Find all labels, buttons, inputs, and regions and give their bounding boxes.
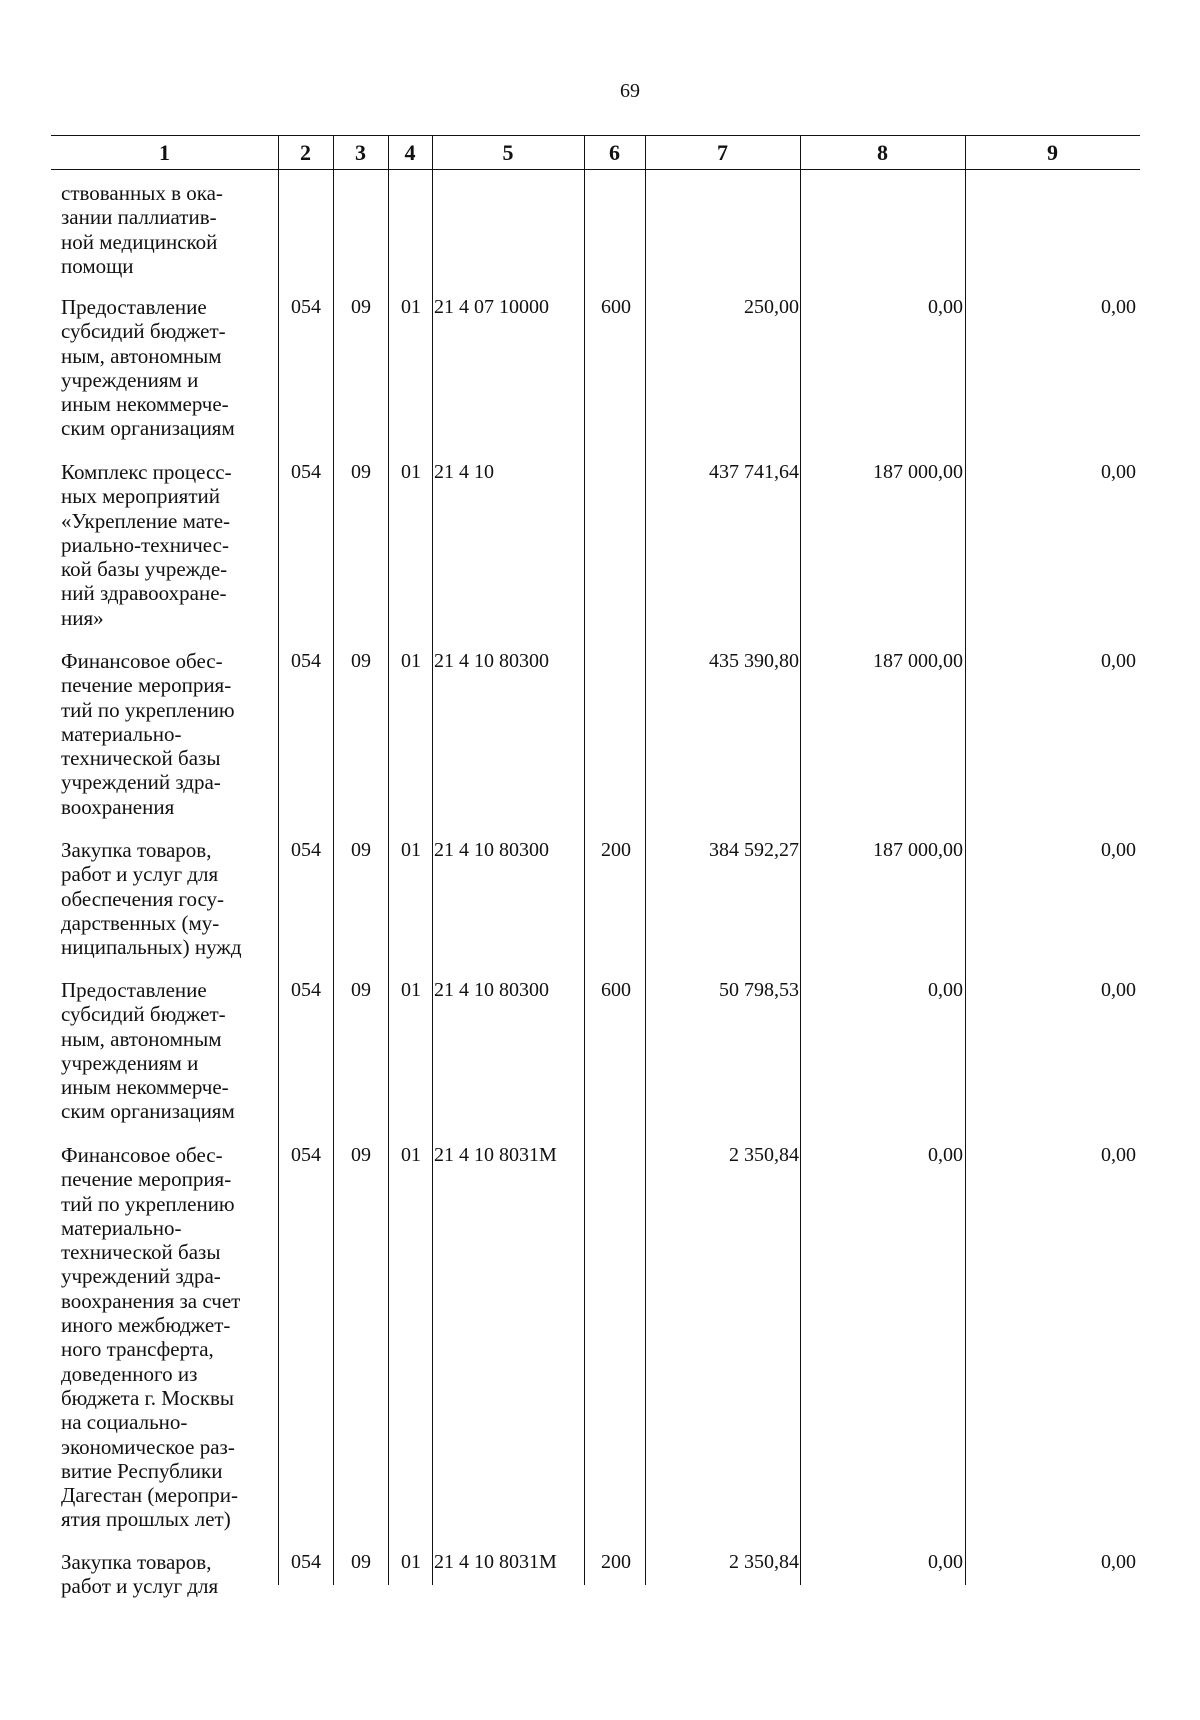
cell-amount-9: 0,00 xyxy=(1101,839,1136,861)
cell-amount-8: 0,00 xyxy=(928,1551,963,1573)
cell-code-3: 09 xyxy=(351,1551,371,1573)
cell-code-3: 09 xyxy=(351,1144,371,1166)
column-header-8: 8 xyxy=(877,140,888,165)
table-top-border xyxy=(51,135,1140,136)
row-description: ствованных в ока- зании паллиатив- ной медицинской помощи xyxy=(61,181,223,278)
cell-code-3: 09 xyxy=(351,461,371,483)
cell-code-5: 21 4 07 10000 xyxy=(434,296,549,318)
cell-code-6: 200 xyxy=(601,839,631,861)
cell-amount-7: 384 592,27 xyxy=(709,839,799,861)
cell-code-5: 21 4 10 80300 xyxy=(434,979,549,1001)
cell-amount-7: 2 350,84 xyxy=(729,1551,799,1573)
cell-code-5: 21 4 10 xyxy=(434,461,494,483)
column-header-2: 2 xyxy=(300,140,311,165)
row-description: Предоставление субсидий бюджет- ным, автономным учреждениям и иным некоммерче- ским организациям xyxy=(61,978,235,1124)
column-header-9: 9 xyxy=(1047,140,1058,165)
cell-amount-8: 0,00 xyxy=(928,979,963,1001)
cell-code-3: 09 xyxy=(351,650,371,672)
cell-code-2: 054 xyxy=(291,979,321,1001)
row-description: Финансовое обес- печение мероприя- тий по укреплению материально- технической базы учреждений здра- воохранения за счет иного межбюджет- ного трансферта, доведенного из бюджета г. Москвы на социально- экономическое раз- витие Республики Дагестан (меропри- ятия прошлых лет) xyxy=(61,1143,241,1532)
row-description: Предоставление субсидий бюджет- ным, автономным учреждениям и иным некоммерче- ским организациям xyxy=(61,295,235,441)
column-divider xyxy=(333,135,334,1585)
cell-amount-7: 2 350,84 xyxy=(729,1144,799,1166)
cell-amount-9: 0,00 xyxy=(1101,296,1136,318)
table-header-border xyxy=(51,169,1140,170)
cell-code-3: 09 xyxy=(351,839,371,861)
column-header-6: 6 xyxy=(609,140,620,165)
cell-code-6: 600 xyxy=(601,979,631,1001)
cell-code-6: 200 xyxy=(601,1551,631,1573)
cell-code-4: 01 xyxy=(401,650,421,672)
column-divider xyxy=(584,135,585,1585)
column-divider xyxy=(278,135,279,1585)
column-header-7: 7 xyxy=(717,140,728,165)
column-header-5: 5 xyxy=(502,140,514,165)
column-divider xyxy=(388,135,389,1585)
cell-code-2: 054 xyxy=(291,461,321,483)
cell-code-4: 01 xyxy=(401,979,421,1001)
cell-code-2: 054 xyxy=(291,839,321,861)
cell-amount-8: 0,00 xyxy=(928,1144,963,1166)
column-header-1: 1 xyxy=(159,140,170,165)
row-description: Закупка товаров, работ и услуг для обеспечения госу- дарственных (му- ниципальных) нужд xyxy=(61,838,242,960)
cell-code-5: 21 4 10 80300 xyxy=(434,650,549,672)
cell-code-4: 01 xyxy=(401,1144,421,1166)
cell-amount-7: 437 741,64 xyxy=(709,461,799,483)
cell-code-6: 600 xyxy=(601,296,631,318)
cell-code-2: 054 xyxy=(291,296,321,318)
cell-code-2: 054 xyxy=(291,1551,321,1573)
cell-amount-8: 0,00 xyxy=(928,296,963,318)
cell-code-4: 01 xyxy=(401,1551,421,1573)
row-description: Финансовое обес- печение мероприя- тий по укреплению материально- технической базы учреждений здра- воохранения xyxy=(61,649,235,819)
column-header-4: 4 xyxy=(404,140,416,165)
cell-amount-7: 250,00 xyxy=(744,296,799,318)
cell-code-4: 01 xyxy=(401,296,421,318)
cell-code-2: 054 xyxy=(291,650,321,672)
cell-code-4: 01 xyxy=(401,461,421,483)
cell-amount-9: 0,00 xyxy=(1101,979,1136,1001)
cell-amount-8: 187 000,00 xyxy=(873,650,963,672)
row-description: Закупка товаров, работ и услуг для xyxy=(61,1550,219,1599)
cell-code-5: 21 4 10 8031М xyxy=(434,1144,557,1166)
cell-code-4: 01 xyxy=(401,839,421,861)
cell-code-3: 09 xyxy=(351,296,371,318)
cell-amount-9: 0,00 xyxy=(1101,650,1136,672)
page-number: 69 xyxy=(620,80,640,102)
cell-code-2: 054 xyxy=(291,1144,321,1166)
cell-amount-9: 0,00 xyxy=(1101,461,1136,483)
cell-amount-7: 50 798,53 xyxy=(719,979,799,1001)
cell-code-3: 09 xyxy=(351,979,371,1001)
cell-amount-8: 187 000,00 xyxy=(873,461,963,483)
cell-amount-9: 0,00 xyxy=(1101,1144,1136,1166)
cell-amount-9: 0,00 xyxy=(1101,1551,1136,1573)
row-description: Комплекс процесс- ных мероприятий «Укрепление мате- риально-техничес- кой базы учрежде- ний здравоохране- ния» xyxy=(61,460,232,630)
column-divider xyxy=(432,135,433,1585)
cell-code-5: 21 4 10 8031М xyxy=(434,1551,557,1573)
cell-amount-8: 187 000,00 xyxy=(873,839,963,861)
cell-code-5: 21 4 10 80300 xyxy=(434,839,549,861)
column-header-3: 3 xyxy=(355,140,366,165)
cell-amount-7: 435 390,80 xyxy=(709,650,799,672)
